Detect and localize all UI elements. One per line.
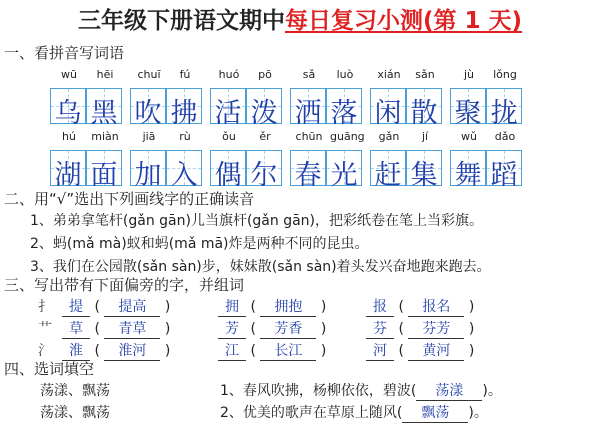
paren-close: ): [464, 299, 475, 315]
char-cell: [326, 150, 362, 191]
char-answer: 洒: [294, 98, 322, 129]
char-answer: 面: [90, 160, 118, 191]
radical-answer: [62, 318, 170, 339]
char-answer: 泼: [250, 98, 278, 129]
radical-char-blank[interactable]: 淮: [62, 340, 90, 361]
pinyin-syllable: dǎo: [494, 130, 516, 143]
char-answer: 活: [214, 98, 242, 129]
paren-open: (: [246, 321, 261, 337]
pinyin-syllable: gǎn: [378, 130, 400, 143]
radical-char-blank[interactable]: 芳: [218, 318, 246, 339]
cloze-answer-2[interactable]: 飘荡: [402, 402, 468, 423]
cloze-answer-1[interactable]: 荡漾: [416, 380, 482, 401]
paren-close: ): [160, 299, 171, 315]
radical-char-blank[interactable]: 提: [62, 296, 90, 317]
pinyin-syllable: jiā: [142, 130, 156, 143]
char-cell: [290, 88, 326, 129]
char-cell: [166, 150, 202, 191]
paren-open: (: [90, 321, 105, 337]
pinyin-syllable: fú: [179, 68, 191, 81]
pinyin-syllable: chuī: [137, 68, 161, 81]
char-cell: [370, 150, 406, 191]
char-answer: 加: [134, 160, 162, 191]
radical-answer: [366, 318, 474, 339]
char-cell: [130, 150, 166, 191]
radical-char-blank[interactable]: 芬: [366, 318, 394, 339]
char-cell: [486, 150, 522, 191]
title-highlight: 每日复习小测(第 1 天): [284, 8, 523, 34]
char-answer: 舞: [454, 160, 482, 191]
char-answer: 集: [410, 160, 438, 191]
radical-word-blank[interactable]: 芳香: [260, 318, 316, 339]
pinyin-syllable: hēi: [96, 68, 114, 81]
title-main: 三年级下册语文期中: [77, 8, 285, 34]
reading-sentence-1: 1、弟弟拿笔杆(gǎn gān)儿当旗杆(gǎn gān)，把彩纸卷在笔上当彩旗。: [30, 213, 484, 229]
paren-close: ): [464, 321, 475, 337]
char-answer: 偶: [214, 160, 242, 191]
pinyin-syllable: rù: [179, 130, 191, 143]
paren-open: (: [394, 321, 409, 337]
radical-word-blank[interactable]: 淮河: [104, 340, 160, 361]
radical-char-blank[interactable]: 拥: [218, 296, 246, 317]
paren-open: (: [394, 299, 409, 315]
char-answer: 散: [410, 98, 438, 129]
char-cell: [290, 150, 326, 191]
radical-water: 氵: [38, 343, 52, 359]
pinyin-syllable: hú: [62, 130, 76, 143]
paren-open: (: [90, 343, 105, 359]
paren-open: (: [394, 343, 409, 359]
radical-grass: 艹: [38, 321, 52, 337]
pinyin-syllable: lǒng: [493, 68, 517, 81]
char-cell: [246, 150, 282, 191]
cloze-options-1: 荡漾、飘荡: [40, 383, 110, 399]
char-answer: 落: [330, 98, 358, 129]
char-cell: [406, 88, 442, 129]
char-cell: [130, 88, 166, 129]
radical-char-blank[interactable]: 报: [366, 296, 394, 317]
char-answer: 光: [330, 160, 358, 191]
char-answer: 春: [294, 160, 322, 191]
radical-word-blank[interactable]: 拥抱: [260, 296, 316, 317]
radical-word-blank[interactable]: 报名: [408, 296, 464, 317]
radical-answer: [218, 296, 326, 317]
radical-word-blank[interactable]: 青草: [104, 318, 160, 339]
char-answer: 蹈: [490, 160, 518, 191]
section-heading-4: 四、选词填空: [4, 360, 95, 378]
pinyin-syllable: xián: [377, 68, 401, 81]
radical-word-blank[interactable]: 提高: [104, 296, 160, 317]
pinyin-syllable: sǎ: [302, 68, 316, 81]
reading-sentence-2: 2、蚂(mǎ mà)蚁和蚂(mǎ mā)炸是两种不同的昆虫。: [30, 236, 369, 252]
char-answer: 吹: [134, 98, 162, 129]
char-cell: [50, 150, 86, 191]
pinyin-syllable: luò: [336, 68, 354, 81]
char-cell: [210, 88, 246, 129]
paren-open: (: [90, 299, 105, 315]
pinyin-syllable: huó: [218, 68, 240, 81]
char-answer: 湖: [54, 160, 82, 191]
section-heading-3: 三、写出带有下面偏旁的字，并组词: [4, 276, 245, 294]
paren-close: ): [316, 343, 327, 359]
char-cell: [246, 88, 282, 129]
radical-word-blank[interactable]: 长江: [260, 340, 316, 361]
char-cell: [406, 150, 442, 191]
char-answer: 入: [170, 160, 198, 191]
section-heading-2: 二、用“√”选出下列画线字的正确读音: [4, 190, 255, 208]
pinyin-syllable: ǒu: [222, 130, 236, 143]
paren-close: ): [160, 343, 171, 359]
pinyin-syllable: sǎn: [415, 68, 435, 81]
char-answer: 拢: [490, 98, 518, 129]
char-cell: [50, 88, 86, 129]
pinyin-syllable: wū: [61, 68, 77, 81]
char-cell: [486, 88, 522, 129]
radical-char-blank[interactable]: 河: [366, 340, 394, 361]
char-answer: 拂: [170, 98, 198, 129]
radical-word-blank[interactable]: 芬芳: [408, 318, 464, 339]
radical-answer: [366, 296, 474, 317]
char-answer: 尔: [250, 160, 278, 191]
char-cell: [86, 150, 122, 191]
pinyin-syllable: guāng: [330, 130, 365, 143]
char-cell: [450, 88, 486, 129]
cloze-options-2: 荡漾、飘荡: [40, 405, 110, 421]
paren-close: ): [316, 299, 327, 315]
paren-close: ): [316, 321, 327, 337]
pinyin-syllable: ěr: [259, 130, 271, 143]
radical-hand: 扌: [38, 299, 52, 315]
pinyin-syllable: miàn: [91, 130, 119, 143]
radical-answer: [62, 296, 170, 317]
char-answer: 聚: [454, 98, 482, 129]
reading-sentence-3: 3、我们在公园散(sǎn sàn)步，妹妹散(sǎn sàn)着头发兴奋地跑来跑去。: [30, 259, 491, 275]
radical-answer: [218, 340, 326, 361]
radical-char-blank[interactable]: 草: [62, 318, 90, 339]
char-cell: [370, 88, 406, 129]
paren-close: ): [160, 321, 171, 337]
char-cell: [166, 88, 202, 129]
radical-char-blank[interactable]: 江: [218, 340, 246, 361]
section-heading-1: 一、看拼音写词语: [4, 44, 125, 62]
cloze-sentence-1: 1、春风吹拂，杨柳依依，碧波( 荡漾 )。: [220, 380, 502, 401]
char-answer: 闲: [374, 98, 402, 129]
paren-open: (: [246, 299, 261, 315]
pinyin-syllable: pō: [258, 68, 272, 81]
char-cell: [210, 150, 246, 191]
radical-word-blank[interactable]: 黄河: [408, 340, 464, 361]
paren-open: (: [246, 343, 261, 359]
pinyin-syllable: jí: [421, 130, 429, 143]
page-title: [0, 2, 600, 35]
char-cell: [326, 88, 362, 129]
paren-close: ): [464, 343, 475, 359]
radical-answer: [366, 340, 474, 361]
char-answer: 黑: [90, 98, 118, 129]
cloze-sentence-2: 2、优美的歌声在草原上随风( 飘荡 )。: [220, 402, 488, 423]
char-cell: [450, 150, 486, 191]
char-answer: 乌: [54, 98, 82, 129]
pinyin-syllable: wǔ: [461, 130, 477, 143]
pinyin-syllable: jù: [463, 68, 475, 81]
pinyin-syllable: chūn: [295, 130, 323, 143]
char-cell: [86, 88, 122, 129]
char-answer: 赶: [374, 160, 402, 191]
radical-answer: [218, 318, 326, 339]
